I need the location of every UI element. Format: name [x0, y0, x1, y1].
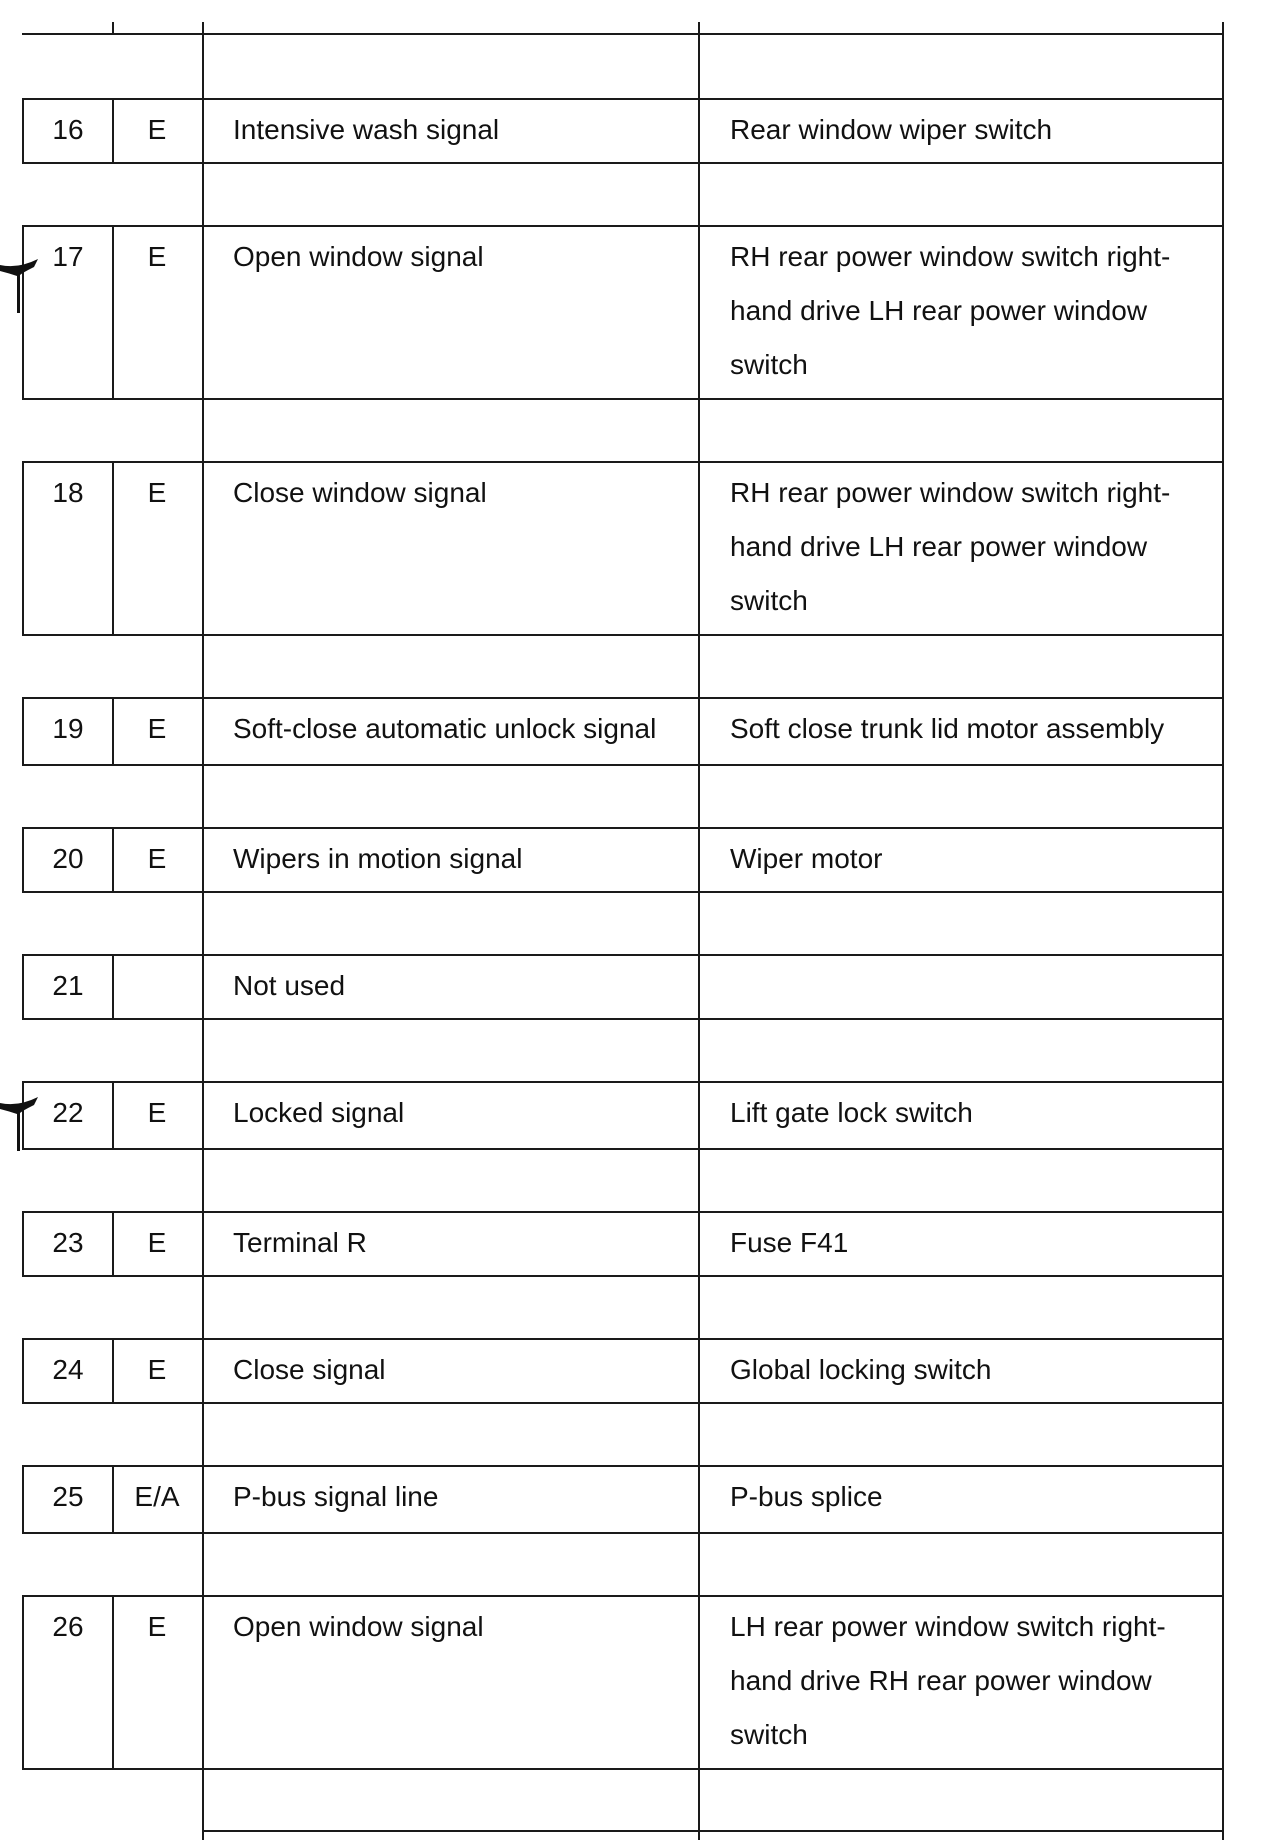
pin-number: 16: [52, 114, 84, 145]
pin-number: 23: [52, 1227, 84, 1258]
col-divider-connection: [698, 22, 700, 1840]
signal-type: E: [147, 1097, 167, 1128]
signal-description: Close window signal: [233, 477, 487, 508]
right-border: [1222, 22, 1224, 1840]
row-bottom-border: [22, 1275, 1224, 1277]
connected-component: hand drive LH rear power window: [730, 531, 1148, 562]
row-bottom-border: [22, 634, 1224, 636]
top-tick: [112, 22, 114, 34]
signal-description: Close signal: [233, 1354, 386, 1385]
row-top-border: [22, 98, 1224, 100]
row-bottom-border: [22, 1148, 1224, 1150]
row-bottom-border: [22, 1768, 1224, 1770]
pin-number: 20: [52, 843, 84, 874]
signal-description: Not used: [233, 970, 346, 1001]
row-top-border: [22, 1081, 1224, 1083]
row-top-border: [22, 1465, 1224, 1467]
row-bottom-border: [22, 162, 1224, 164]
col-divider-description: [202, 22, 204, 1840]
connected-component: LH rear power window switch right-: [730, 1611, 1166, 1642]
pin-number: 22: [52, 1097, 84, 1128]
signal-type: E: [147, 477, 167, 508]
row-top-border: [22, 827, 1224, 829]
connected-component: Lift gate lock switch: [730, 1097, 973, 1128]
connected-component: switch: [730, 349, 808, 380]
connected-component: switch: [730, 585, 808, 616]
connected-component: hand drive RH rear power window: [730, 1665, 1152, 1696]
connected-component: Fuse F41: [730, 1227, 849, 1258]
signal-description: Open window signal: [233, 1611, 484, 1642]
connected-component: Wiper motor: [730, 843, 883, 874]
connected-component: Global locking switch: [730, 1354, 992, 1385]
row-top-border: [22, 954, 1224, 956]
pin-number: 26: [52, 1611, 84, 1642]
signal-type: E/A: [134, 1481, 180, 1512]
revision-mark-22: [0, 1093, 42, 1153]
signal-description: P-bus signal line: [233, 1481, 439, 1512]
connected-component: P-bus splice: [730, 1481, 883, 1512]
row-bottom-border: [22, 1402, 1224, 1404]
row-bottom-border: [22, 1018, 1224, 1020]
pin-number: 19: [52, 713, 84, 744]
row-top-border: [22, 1595, 1224, 1597]
pin-number: 21: [52, 970, 84, 1001]
row-bottom-border: [22, 764, 1224, 766]
signal-description: Intensive wash signal: [233, 114, 500, 145]
signal-description: Wipers in motion signal: [233, 843, 523, 874]
top-rule: [22, 33, 1224, 35]
signal-type: E: [147, 843, 167, 874]
pin-number: 17: [52, 241, 84, 272]
row-pin-divider: [112, 954, 114, 1020]
signal-type: E: [147, 1354, 167, 1385]
row-top-border: [22, 225, 1224, 227]
row-top-border: [22, 697, 1224, 699]
signal-type: E: [147, 1611, 167, 1642]
signal-type: E: [147, 241, 167, 272]
signal-type: E: [147, 114, 167, 145]
pin-number: 18: [52, 477, 84, 508]
signal-description: Open window signal: [233, 241, 484, 272]
row-bottom-border: [22, 398, 1224, 400]
row-top-border: [22, 1211, 1224, 1213]
connected-component: hand drive LH rear power window: [730, 295, 1148, 326]
row-bottom-border: [22, 1532, 1224, 1534]
signal-description: Soft-close automatic unlock signal: [233, 713, 657, 744]
signal-description: Terminal R: [233, 1227, 367, 1258]
row-top-border: [22, 461, 1224, 463]
signal-type: E: [147, 1227, 167, 1258]
row-bottom-border: [22, 891, 1224, 893]
revision-mark-17: [0, 255, 42, 315]
row-top-border: [22, 1338, 1224, 1340]
pin-number: 25: [52, 1481, 84, 1512]
signal-type: E: [147, 713, 167, 744]
connected-component: RH rear power window switch right-: [730, 241, 1171, 272]
connected-component: RH rear power window switch right-: [730, 477, 1171, 508]
connected-component: switch: [730, 1719, 808, 1750]
connected-component: Soft close trunk lid motor assembly: [730, 713, 1165, 744]
signal-description: Locked signal: [233, 1097, 405, 1128]
connected-component: Rear window wiper switch: [730, 114, 1053, 145]
spacer-row-border: [202, 1830, 1224, 1832]
pin-number: 24: [52, 1354, 84, 1385]
